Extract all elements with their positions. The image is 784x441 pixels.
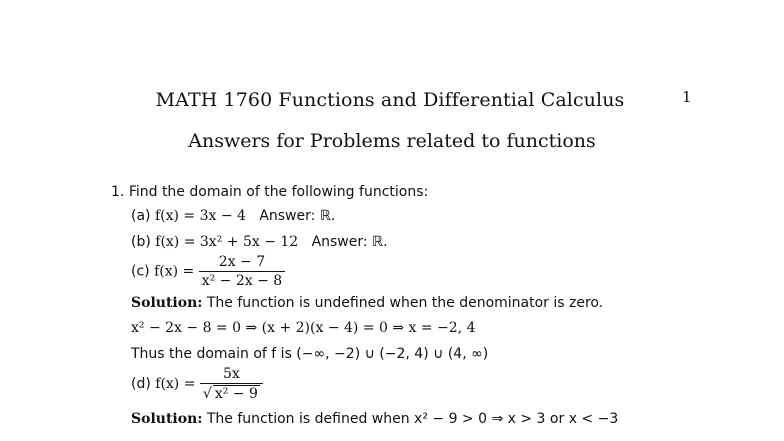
part-a bbox=[131, 208, 335, 224]
part-d-fraction bbox=[200, 366, 263, 402]
sqrt-icon: √ bbox=[202, 386, 212, 402]
page-number: 1 bbox=[682, 88, 692, 106]
part-d-denominator-wrap bbox=[200, 383, 263, 402]
problem-number: 1. bbox=[111, 184, 125, 200]
part-b-expression: f(x) = 3x² + 5x − 12 bbox=[155, 234, 299, 250]
part-c bbox=[131, 254, 285, 289]
part-a-label: (a) bbox=[131, 208, 151, 224]
problem-1 bbox=[111, 184, 428, 200]
part-c-solution-label: Solution: bbox=[131, 295, 203, 311]
part-c-domain: Thus the domain of f is (−∞, −2) ∪ (−2, 4) ∪ (4, ∞) bbox=[131, 346, 489, 362]
part-c-fraction bbox=[199, 254, 285, 289]
part-d-solution-label: Solution: bbox=[131, 411, 203, 427]
part-d-label: (d) bbox=[131, 376, 151, 392]
part-c-label: (c) bbox=[131, 263, 150, 280]
part-d-numerator: 5x bbox=[222, 366, 240, 382]
part-b-answer: Answer: ℝ. bbox=[311, 234, 388, 250]
part-c-denominator: x² − 2x − 8 bbox=[199, 271, 285, 289]
part-b-label: (b) bbox=[131, 234, 151, 250]
document-title: MATH 1760 Functions and Differential Calculus bbox=[155, 89, 625, 111]
part-c-numerator: 2x − 7 bbox=[218, 254, 266, 270]
part-d-solution bbox=[131, 411, 618, 427]
part-d-solution-text: The function is defined when x² − 9 > 0 ⇒ x > 3 or x < −3 bbox=[206, 411, 619, 427]
part-c-solution-text: The function is undefined when the denominator is zero. bbox=[206, 295, 604, 311]
part-d bbox=[131, 366, 263, 402]
part-c-lhs: f(x) = bbox=[154, 263, 195, 280]
part-c-solution bbox=[131, 295, 603, 311]
part-a-answer: Answer: ℝ. bbox=[259, 208, 336, 224]
part-b bbox=[131, 234, 388, 250]
problem-prompt: Find the domain of the following functions: bbox=[128, 184, 429, 200]
part-d-radicand: x² − 9 bbox=[214, 386, 258, 402]
part-c-work: x² − 2x − 8 = 0 ⇒ (x + 2)(x − 4) = 0 ⇒ x = −2, 4 bbox=[131, 320, 476, 336]
part-a-expression: f(x) = 3x − 4 bbox=[154, 208, 246, 224]
part-d-lhs: f(x) = bbox=[155, 376, 196, 392]
document-subtitle: Answers for Problems related to functions bbox=[188, 130, 596, 152]
